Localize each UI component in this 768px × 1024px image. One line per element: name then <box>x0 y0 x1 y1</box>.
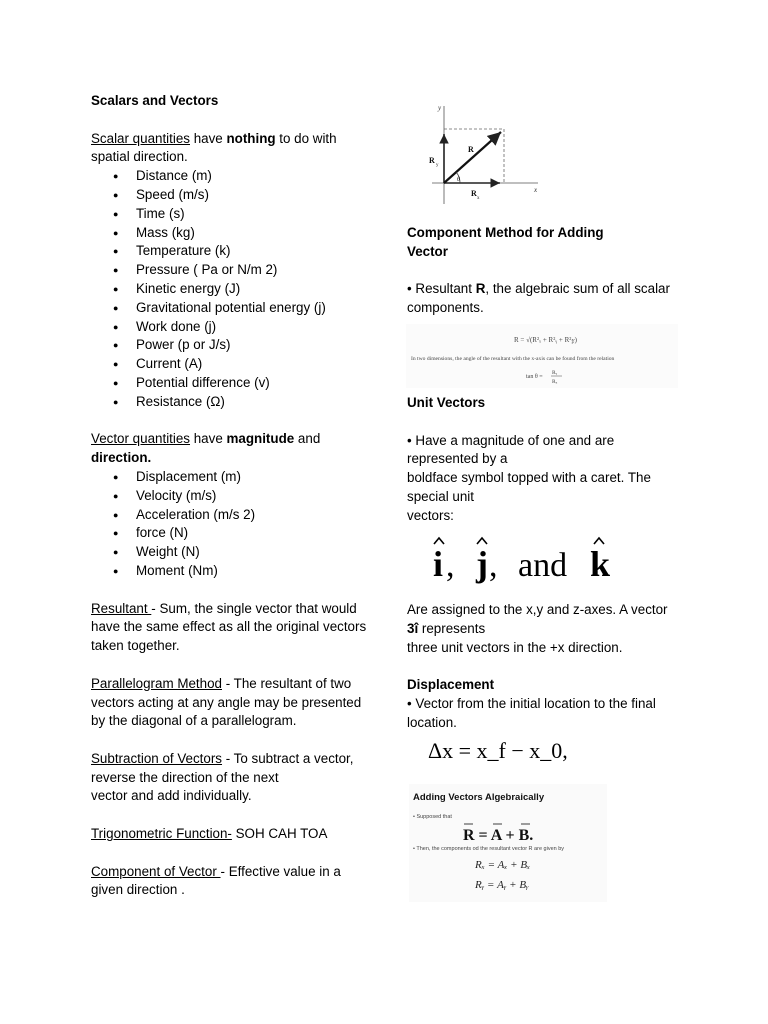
assignment-text: Are assigned to the x,y and z-axes. A vector 3î represents three unit vectors in the +x direction. <box>407 602 668 655</box>
displacement-formula <box>428 734 598 768</box>
list-item: ● Speed (m/s) <box>91 186 376 205</box>
component-method-heading: Component Method for Adding Vector <box>407 225 604 259</box>
page-title: Scalars and Vectors <box>91 93 219 108</box>
and-text: and <box>518 547 568 584</box>
component-definition: Component of Vector - Effective value in a given direction . <box>91 863 341 898</box>
assignment-section <box>407 601 697 733</box>
adding-vectors-algebraically-box <box>409 784 607 902</box>
vector-components-diagram <box>418 100 548 210</box>
alg-ry-equation: Rᵧ = Aᵧ + Bᵧ <box>475 879 529 891</box>
list-item: ● Pressure ( Pa or N/m 2) <box>91 261 376 280</box>
list-item: ● Gravitational potential energy (j) <box>91 299 376 318</box>
left-column <box>91 92 376 900</box>
parallelogram-definition: Parallelogram Method - The resultant of two vectors acting at any angle may be presented by the diagonal of a parallelogram. <box>91 675 362 729</box>
tan-denominator: Rₓ <box>552 379 558 385</box>
tan-lhs: tan θ = <box>526 374 543 380</box>
list-item: ● Current (A) <box>91 355 376 374</box>
subtraction-definition: Subtraction of Vectors - To subtract a vector, reverse the direction of the next vector and add individually. <box>91 750 354 804</box>
rx-label: R <box>471 189 477 198</box>
scalar-term: Scalar quantities <box>91 130 190 146</box>
angle-relation-text: In two dimensions, the angle of the resultant with the x-axis can be found from the relation <box>411 356 615 362</box>
list-item: ● Moment (Nm) <box>91 562 376 581</box>
displacement-text: • Vector from the initial location to the final location. <box>407 695 656 730</box>
list-item: ● Distance (m) <box>91 167 376 186</box>
resultant-formula-box <box>406 324 678 388</box>
list-item: ● Resistance (Ω) <box>91 393 376 412</box>
resultant-term: Resultant <box>91 600 152 616</box>
x-axis-label: x <box>534 186 538 194</box>
resultant-magnitude-formula: R = √(R²ₓ + R²ᵧ + R²𝓏) <box>514 336 577 344</box>
list-item: ● Mass (kg) <box>91 224 376 243</box>
list-item: ● Displacement (m) <box>91 468 376 487</box>
component-method-text: • Resultant R, the algebraic sum of all scalar components. <box>407 281 670 316</box>
list-item: ● Velocity (m/s) <box>91 487 376 506</box>
alg-rx-equation: Rₓ = Aₓ + Bₓ <box>475 859 531 871</box>
alg-vector-equation: R = A + B. <box>463 827 534 844</box>
list-item: ● Kinetic energy (J) <box>91 280 376 299</box>
list-item: ● Weight (N) <box>91 543 376 562</box>
unit-vectors-section <box>407 394 697 526</box>
list-item: ● Power (p or J/s) <box>91 336 376 355</box>
unit-vectors-text: • Have a magnitude of one and are represented by a boldface symbol topped with a caret. The special unit vectors: <box>407 432 651 523</box>
displacement-heading: Displacement <box>407 677 495 693</box>
alg-title: Adding Vectors Algebraically <box>413 792 545 803</box>
svg-text:x: x <box>477 196 480 201</box>
theta-label: θ <box>457 177 460 183</box>
vector-term: Vector quantities <box>91 431 191 447</box>
vector-definition: Vector quantities have magnitude and direction. <box>91 431 321 466</box>
subtraction-term: Subtraction of Vectors <box>91 750 223 766</box>
resultant-definition: Resultant - Sum, the single vector that would have the same effect as all the original vectors taken together. <box>91 600 367 654</box>
trig-definition: Trigonometric Function- SOH CAH TOA <box>91 826 328 842</box>
tan-numerator: Rᵧ <box>552 370 558 376</box>
right-column <box>407 224 697 318</box>
list-item: ● Temperature (k) <box>91 242 376 261</box>
unit-k-symbol: k <box>590 544 611 584</box>
resultant-arrow <box>444 132 501 183</box>
list-item: ● force (N) <box>91 524 376 543</box>
unit-vector-symbols <box>430 534 630 584</box>
unit-i-symbol: i <box>433 544 444 584</box>
list-item: ● Work done (j) <box>91 318 376 337</box>
svg-text:y: y <box>436 163 439 168</box>
ry-label: R <box>429 156 435 165</box>
alg-supposed: • Supposed that <box>413 814 452 820</box>
svg-text:,: , <box>446 547 455 584</box>
r-label: R <box>468 145 474 154</box>
list-item: ● Potential difference (v) <box>91 374 376 393</box>
scalar-definition: Scalar quantities have nothing to do with spatial direction. <box>91 130 337 165</box>
list-item: ● Time (s) <box>91 205 376 224</box>
alg-then: • Then, the components od the resultant vector R are given by <box>413 846 565 852</box>
component-term: Component of Vector <box>91 863 221 879</box>
list-item: ● Acceleration (m/s 2) <box>91 506 376 525</box>
trig-term: Trigonometric Function- <box>91 826 232 842</box>
y-axis-label: y <box>438 104 442 112</box>
displacement-equation: Δx = x_f − x_0, <box>428 738 568 763</box>
scalar-list <box>91 167 376 411</box>
unit-j-symbol: j <box>476 544 488 584</box>
vector-list <box>91 468 376 581</box>
unit-vectors-heading: Unit Vectors <box>407 395 486 410</box>
parallelogram-term: Parallelogram Method <box>91 675 222 691</box>
svg-text:,: , <box>489 547 498 584</box>
